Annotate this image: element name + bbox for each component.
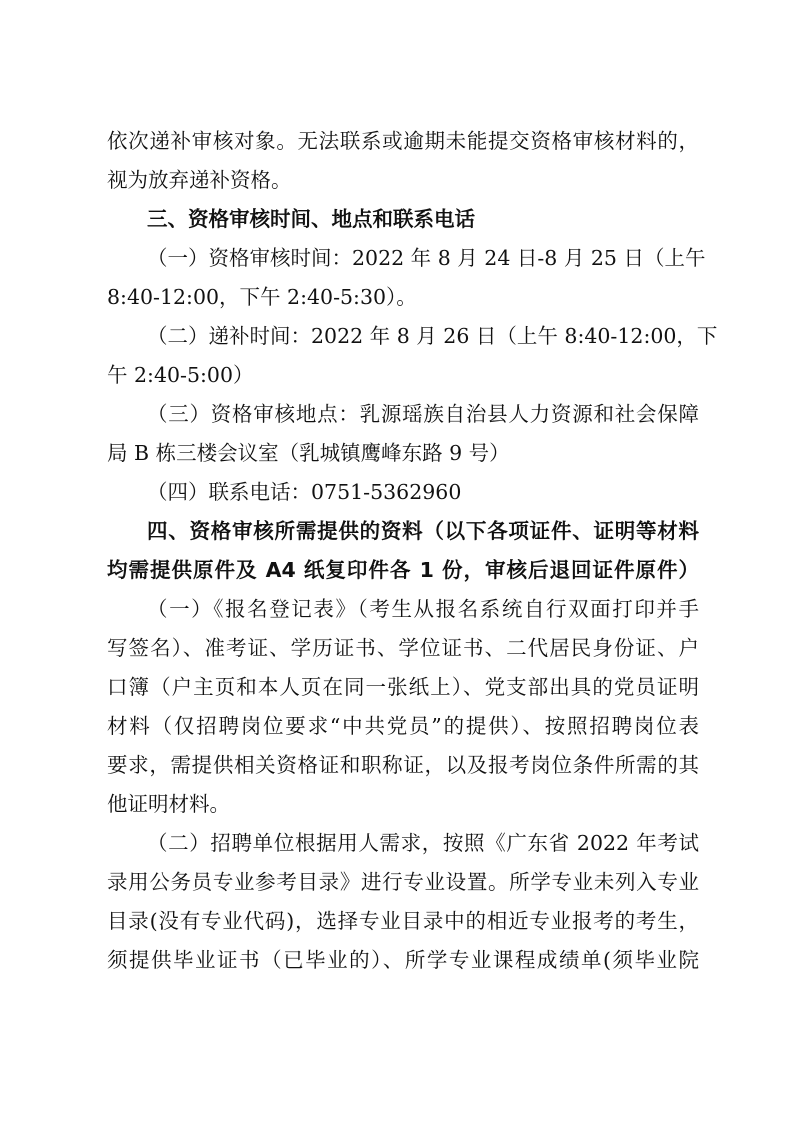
paragraph-line: 依次递补审核对象。无法联系或逾期未能提交资格审核材料的， — [107, 129, 699, 153]
paragraph-line: 局 B 栋三楼会议室（乳城镇鹰峰东路 9 号） — [107, 441, 510, 465]
paragraph-line: 目录(没有专业代码)，选择专业目录中的相近专业报考的考生， — [107, 909, 699, 933]
paragraph-line: 视为放弃递补资格。 — [107, 168, 292, 192]
paragraph-line: 须提供毕业证书（已毕业的）、所学专业课程成绩单(须毕业院 — [107, 948, 699, 972]
paragraph-line: 录用公务员专业参考目录》进行专业设置。所学专业未列入专业 — [107, 870, 699, 894]
paragraph-line: （二）递补时间：2022 年 8 月 26 日（上午 8:40-12:00，下 — [147, 324, 718, 348]
section-heading: 四、资格审核所需提供的资料（以下各项证件、证明等材料 — [147, 519, 699, 543]
paragraph-line: 口簿（户主页和本人页在同一张纸上）、党支部出具的党员证明 — [107, 675, 699, 699]
paragraph-line: （四）联系电话：0751-5362960 — [147, 480, 462, 504]
paragraph-line: 写签名）、准考证、学历证书、学位证书、二代居民身份证、户 — [107, 636, 699, 660]
paragraph-line: （一）资格审核时间：2022 年 8 月 24 日-8 月 25 日（上午 — [147, 246, 706, 270]
paragraph-line: 8:40-12:00，下午 2:40-5:30）。 — [107, 285, 417, 309]
paragraph-line: （二）招聘单位根据用人需求，按照《广东省 2022 年考试 — [147, 831, 699, 855]
paragraph-line: （一）《报名登记表》（考生从报名系统自行双面打印并手 — [147, 597, 699, 621]
section-heading-continued: 均需提供原件及 A4 纸复印件各 1 份，审核后退回证件原件） — [107, 558, 699, 582]
paragraph-line: （三）资格审核地点：乳源瑶族自治县人力资源和社会保障 — [147, 402, 699, 426]
paragraph-line: 要求，需提供相关资格证和职称证，以及报考岗位条件所需的其 — [107, 753, 699, 777]
paragraph-line: 材料（仅招聘岗位要求“中共党员”的提供）、按照招聘岗位表 — [107, 714, 699, 738]
section-heading: 三、资格审核时间、地点和联系电话 — [147, 207, 475, 231]
paragraph-line: 他证明材料。 — [107, 792, 230, 816]
paragraph-line: 午 2:40-5:00） — [107, 363, 254, 387]
